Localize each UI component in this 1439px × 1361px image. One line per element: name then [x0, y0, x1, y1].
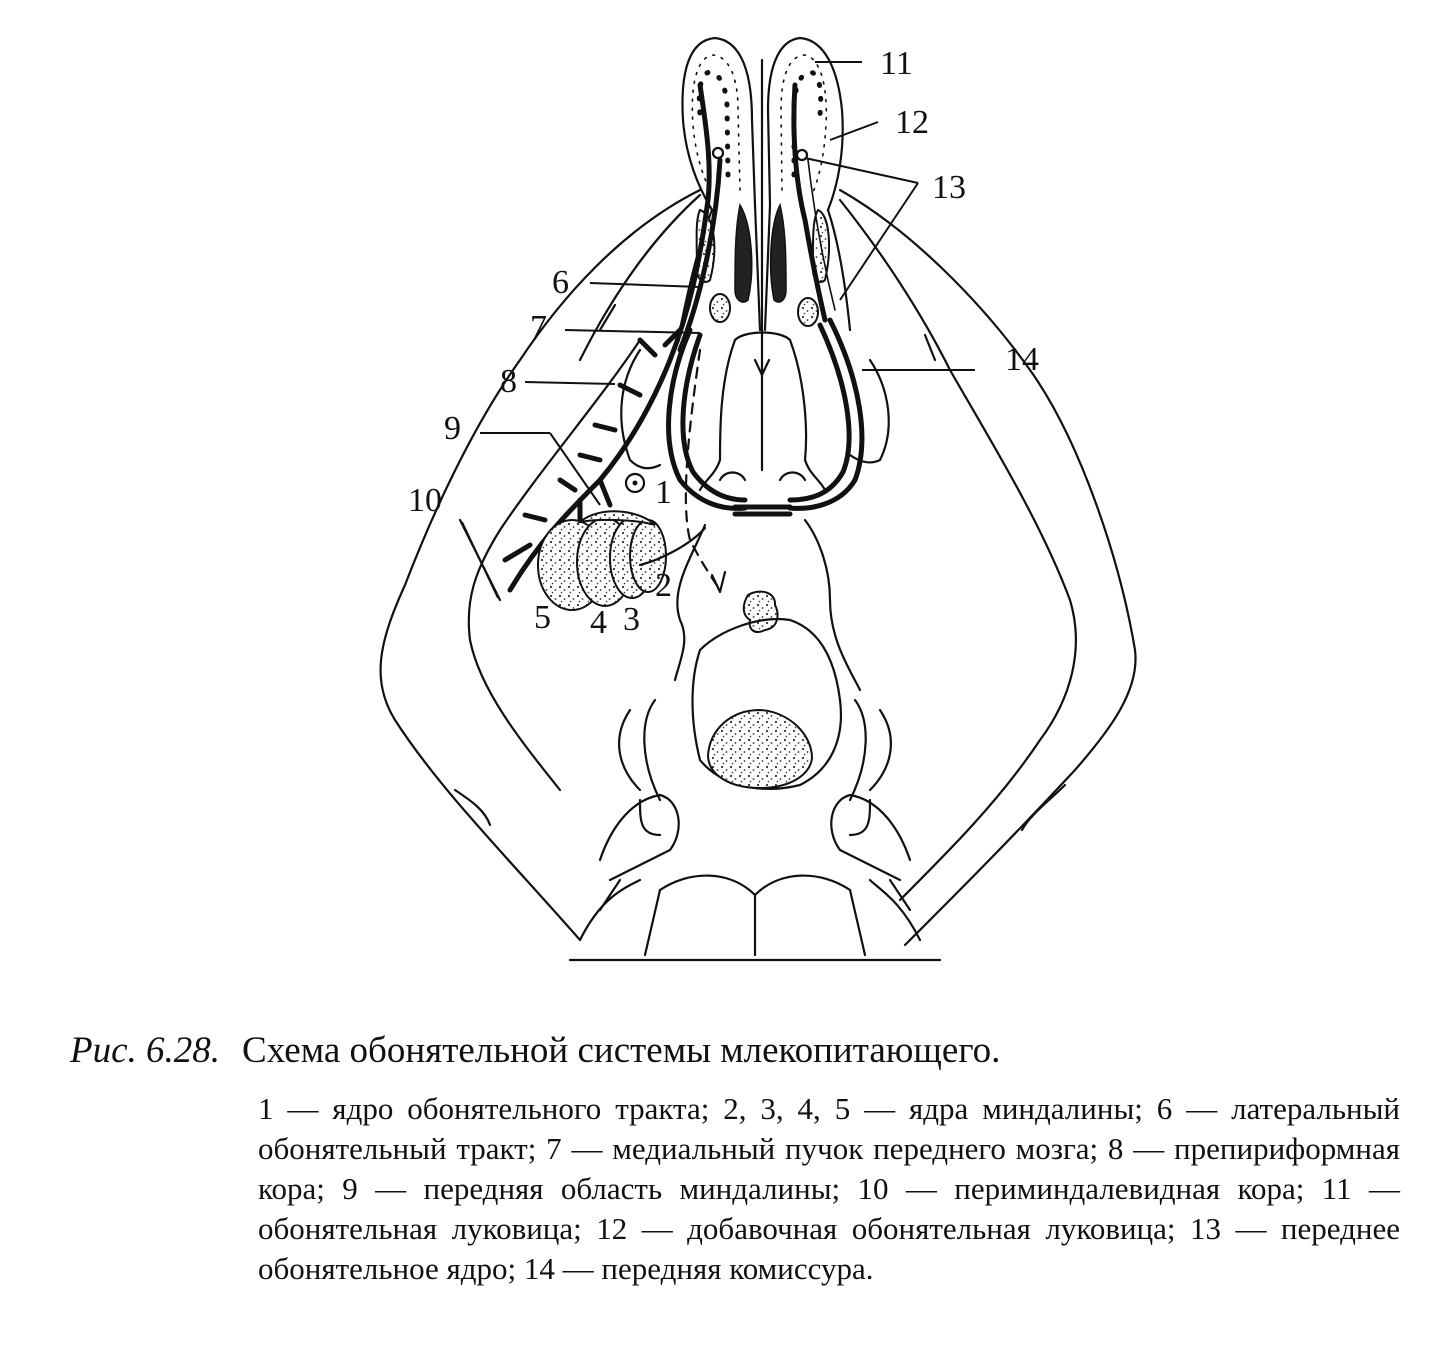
label-12: 12: [895, 104, 929, 141]
label-11: 11: [880, 45, 913, 82]
label-1: 1: [655, 474, 672, 511]
olfactory-bulb-right: [768, 38, 843, 210]
label-14: 14: [1005, 341, 1039, 378]
figure-legend: 1 — ядро обонятельного тракта; 2, 3, 4, 5 — ядра миндалины; 6 — латеральный обонятельный тракт; 7 — медиальный пучок переднего мозга; 8 — препириформная кора; 9 — передняя область миндалины; 10 — периминдалевидная кора; 11 — обонятельная луковица; 12 — добавочная обонятельная луковица; 13 — переднее обонятельное ядро; 14 — передняя комиссура.: [258, 1091, 1400, 1286]
label-13: 13: [932, 169, 966, 206]
label-2: 2: [655, 567, 672, 604]
label-6: 6: [552, 264, 569, 301]
number-labels: [408, 45, 1039, 641]
label-4: 4: [590, 604, 607, 641]
figure-caption: [70, 1027, 1400, 1289]
diencephalon: [640, 520, 860, 789]
caption-heading: [70, 1027, 1400, 1075]
figure-title: Схема обонятельной системы млекопитающего.: [242, 1030, 1001, 1071]
label-7: 7: [530, 309, 547, 346]
figure-number: Рис. 6.28.: [70, 1030, 221, 1071]
amygdala-nuclei: [538, 511, 666, 610]
label-5: 5: [534, 599, 551, 636]
label-8: 8: [500, 363, 517, 400]
label-9: 9: [444, 410, 461, 447]
anterior-commissure: [669, 320, 862, 514]
label-3: 3: [623, 601, 640, 638]
label-10: 10: [408, 482, 442, 519]
